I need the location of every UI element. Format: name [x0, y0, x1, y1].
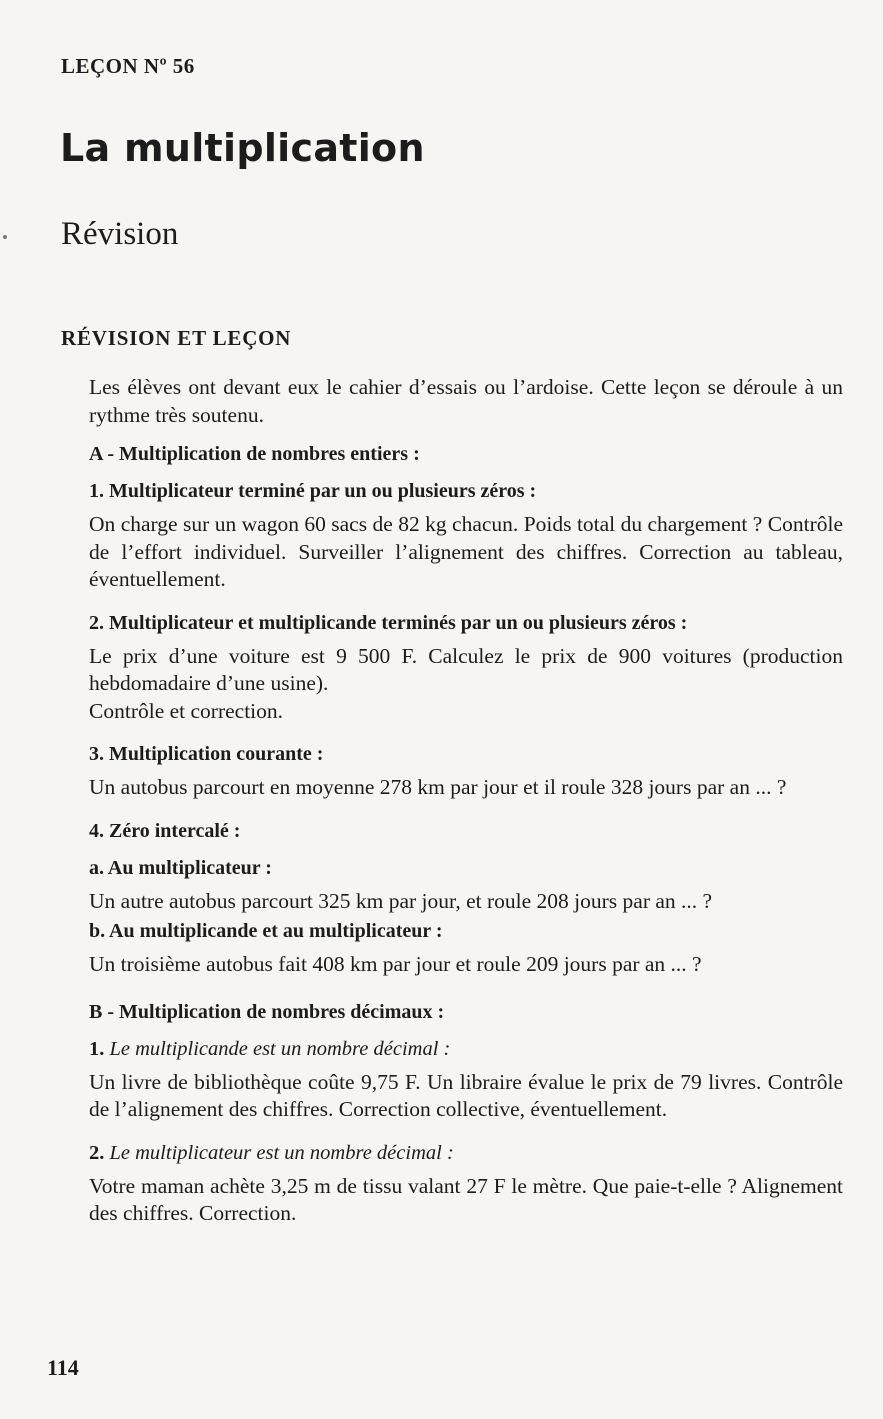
- section-heading: RÉVISION ET LEÇON: [61, 326, 292, 350]
- part-b-heading: B - Multiplication de nombres décimaux :: [89, 1000, 445, 1023]
- page-subtitle: Révision: [61, 216, 179, 252]
- lesson-content: [89, 374, 843, 1228]
- part-b-item2-text: Votre maman achète 3,25 m de tissu valant 27 F le mètre. Que paie-t-elle ? Alignement des chiffres. Correction.: [89, 1173, 843, 1225]
- part-a-item1-text: On charge sur un wagon 60 sacs de 82 kg chacun. Poids total du chargement ? Contrôle de l’effort individuel. Surveiller l’alignement des chiffres. Correction au tableau, éventuellement.: [89, 512, 843, 591]
- part-a-item1-heading: 1. Multiplicateur terminé par un ou plusieurs zéros :: [89, 480, 537, 502]
- part-b-item1-text: Un livre de bibliothèque coûte 9,75 F. Un libraire évalue le prix de 79 livres. Contrôle de l’alignement des chiffres. Correction collective, éventuellement.: [89, 1069, 843, 1121]
- part-a-item2-heading: 2. Multiplicateur et multiplicande terminés par un ou plusieurs zéros :: [89, 611, 688, 634]
- part-a-item3-text: Un autobus parcourt en moyenne 278 km par jour et il roule 328 jours par an ... ?: [89, 775, 787, 799]
- part-a-item4b-text: Un troisième autobus fait 408 km par jour et roule 209 jours par an ... ?: [89, 952, 702, 976]
- part-a-item2-text2: Contrôle et correction.: [89, 698, 284, 723]
- page-number: 114: [47, 1355, 79, 1380]
- part-b-item2-heading: [89, 1140, 843, 1167]
- part-b-item1-heading-text: Le multiplicande est un nombre décimal :: [109, 1037, 451, 1060]
- part-b-item1-number: 1.: [89, 1037, 105, 1060]
- intro-paragraph: Les élèves ont devant eux le cahier d’essais ou l’ardoise. Cette leçon se déroule à un rythme très soutenu.: [89, 375, 843, 427]
- margin-speck: [3, 235, 7, 239]
- lesson-number: LEÇON Nº 56: [61, 54, 195, 78]
- part-b-item2-heading-text: Le multiplicateur est un nombre décimal :: [109, 1141, 454, 1164]
- part-a-item3-heading: 3. Multiplication courante :: [89, 743, 324, 765]
- part-a-item2-text: Le prix d’une voiture est 9 500 F. Calculez le prix de 900 voitures (production hebdomadaire d’une usine).: [89, 643, 843, 695]
- part-a-heading: A - Multiplication de nombres entiers :: [89, 443, 420, 465]
- part-a-item4a-text: Un autre autobus parcourt 325 km par jour, et roule 208 jours par an ... ?: [89, 888, 713, 913]
- part-b-item1-heading: [89, 1036, 843, 1063]
- part-b-item2-number: 2.: [89, 1141, 105, 1164]
- page-title: La multiplication: [60, 126, 425, 170]
- part-a-item4a-heading: a. Au multiplicateur :: [89, 856, 272, 879]
- part-a-item4b-heading: b. Au multiplicande et au multiplicateur :: [89, 920, 443, 942]
- part-a-item4-heading: 4. Zéro intercalé :: [89, 819, 241, 842]
